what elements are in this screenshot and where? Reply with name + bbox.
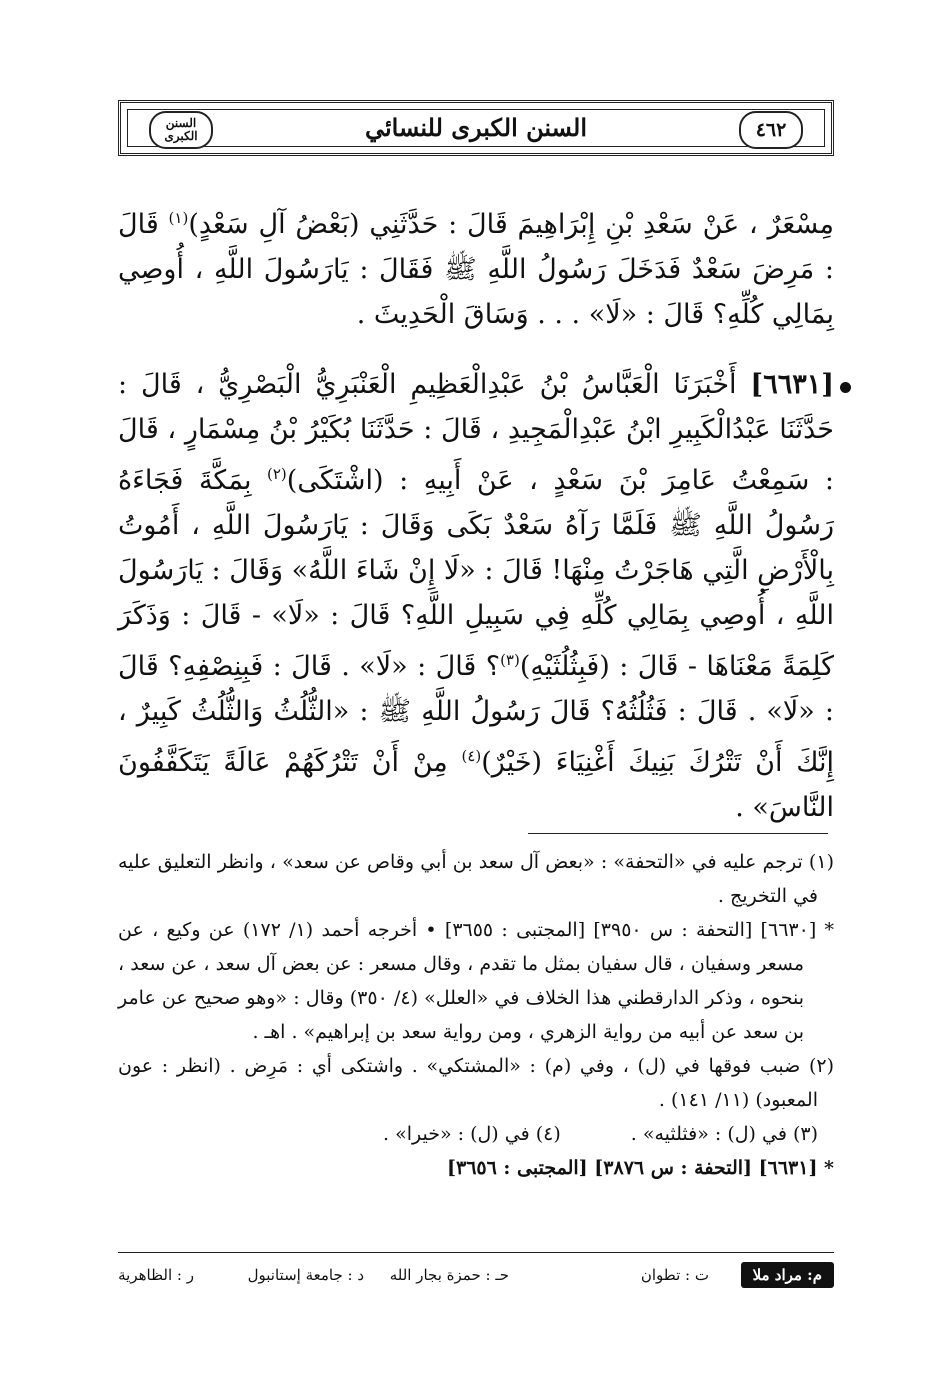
paragraph-text: مِنْ أَنْ تَتْرُكَهُمْ عَالَةً يَتَكَفَّفُونَ النَّاسَ» . [118, 747, 834, 823]
legend-badge: م: مراد ملا [741, 1262, 834, 1288]
legend-r: ر : الظاهرية [118, 1266, 194, 1284]
paragraph-text: ؟ قَالَ : «لَا» . قَالَ : فَبِنِصْفِهِ؟ قَالَ : «لَا» . قَالَ : فَثُلُثُهُ؟ قَالَ رَسُولُ اللَّهِ ﷺ : «الثُّلُثُ وَالثُّلُثُ كَبِيرٌ ، إِنَّكَ أَنْ تَتْرُكَ بَنِيكَ أَغْنِيَاءَ (خَيْرٌ) [118, 651, 834, 778]
footnote-ref-2: (٢) [267, 465, 287, 483]
paragraph-text: قَالَ : مَرِضَ سَعْدٌ فَدَخَلَ رَسُولُ اللَّهِ ﷺ فَقَالَ : يَارَسُولَ اللَّهِ ، أُوصِي بِمَالِي كُلِّهِ؟ قَالَ : «لَا» . . . وَسَاقَ الْحَدِيثَ . [118, 209, 834, 330]
footnote-divider [528, 833, 828, 834]
footnotes-3-4 [118, 1117, 834, 1151]
legend-t: ت : تطوان [640, 1266, 709, 1284]
legend-h: حـ : حمزة بجار الله [389, 1266, 509, 1284]
hadith-number: [٦٦٣١] [750, 369, 834, 400]
footnotes [118, 845, 834, 1185]
page-number-ornament [719, 107, 827, 149]
footer-divider [118, 1252, 834, 1253]
paragraph-6631 [118, 362, 834, 830]
footnote-1: (١) ترجم عليه في «التحفة» : «بعض آل سعد بن أبي وقاص عن سعد» ، وانظر التعليق عليه في التخريج . [118, 851, 834, 907]
footnote-4: (٤) في (ل) : «خيرا» . [383, 1123, 561, 1145]
book-title: السنن الكبرى للنسائي [364, 113, 588, 142]
page-header [118, 100, 834, 156]
paragraph-text: مِسْعَرٌ ، عَنْ سَعْدِ بْنِ إِبْرَاهِيمَ قَالَ : حَدَّثَنِي (بَعْضُ آلِ سَعْدٍ) [188, 209, 834, 240]
takhrij-6630: * [٦٦٣٠] [التحفة : س ٣٩٥٠] [المجتبى : ٣٦٥٥] • أخرجه أحمد (١/ ١٧٢) عن وكيع ، عن مسعر وسفيان ، قال سفيان بمثل ما تقدم ، وقال مسعر : عن بعض آل سعد ، عن سعد ، بنحوه ، وذكر الدارقطني هذا الخلاف في «العلل» (٤/ ٣٥٠) وقال : «وهو صحيح عن عامر بن سعد عن أبيه من رواية الزهري ، ومن رواية سعد بن إبراهيم» . اهـ . [118, 919, 834, 1043]
footnote-3: (٣) في (ل) : «فثلثيه» . [630, 1123, 818, 1145]
paragraph-text: بِمَكَّةَ فَجَاءَهُ رَسُولُ اللَّهِ ﷺ فَلَمَّا رَآهُ سَعْدٌ بَكَى وَقَالَ : يَارَسُولَ اللَّهِ ، أَمُوتُ بِالْأَرْضِ الَّتِي هَاجَرْتُ مِنْهَا! قَالَ : «لَا إِنْ شَاءَ اللَّهُ» وَقَالَ : يَارَسُولَ اللَّهِ ، أُوصِي بِمَالِي كُلِّهِ فِي سَبِيلِ اللَّهِ؟ قَالَ : «لَا» - قَالَ : وَذَكَرَ كَلِمَةً مَعْنَاهَا - قَالَ : (فَبِثُلُثَيْهِ) [118, 465, 834, 682]
emblem-text: السنن الكبرى [149, 111, 213, 149]
bullet-icon [840, 382, 851, 393]
emblem-ornament [125, 107, 233, 149]
manuscript-legend [118, 1262, 834, 1288]
footnote-ref-3: (٣) [500, 651, 520, 669]
paragraph-6630-continuation [118, 196, 834, 337]
footnote-ref-1: (١) [168, 209, 189, 227]
paragraph-text: أَخْبَرَنَا الْعَبَّاسُ بْنُ عَبْدِالْعَظِيمِ الْعَنْبَرِيُّ الْبَصْرِيُّ ، قَالَ : حَدَّثَنَا عَبْدُالْكَبِيرِ ابْنُ عَبْدِالْمَجِيدِ ، قَالَ : حَدَّثَنَا بُكَيْرُ بْنُ مِسْمَارٍ ، قَالَ : سَمِعْتُ عَامِرَ بْنَ سَعْدٍ ، عَنْ أَبِيهِ : (اشْتَكَى) [118, 369, 834, 496]
footnote-ref-4: (٤) [461, 747, 482, 765]
footnote-2: (٢) ضبب فوقها في (ل) ، وفي (م) : «المشتكي» . واشتكى أي : مَرِض . (انظر : عون المعبود) (١١/ ١٤١) . [118, 1055, 834, 1111]
page-number: ٤٦٢ [739, 111, 803, 149]
legend-d: د : جامعة إستانبول [247, 1266, 364, 1284]
takhrij-6631: * [٦٦٣١] [التحفة : س ٣٨٧٦] [المجتبى : ٣٦٥٦] [446, 1157, 834, 1179]
